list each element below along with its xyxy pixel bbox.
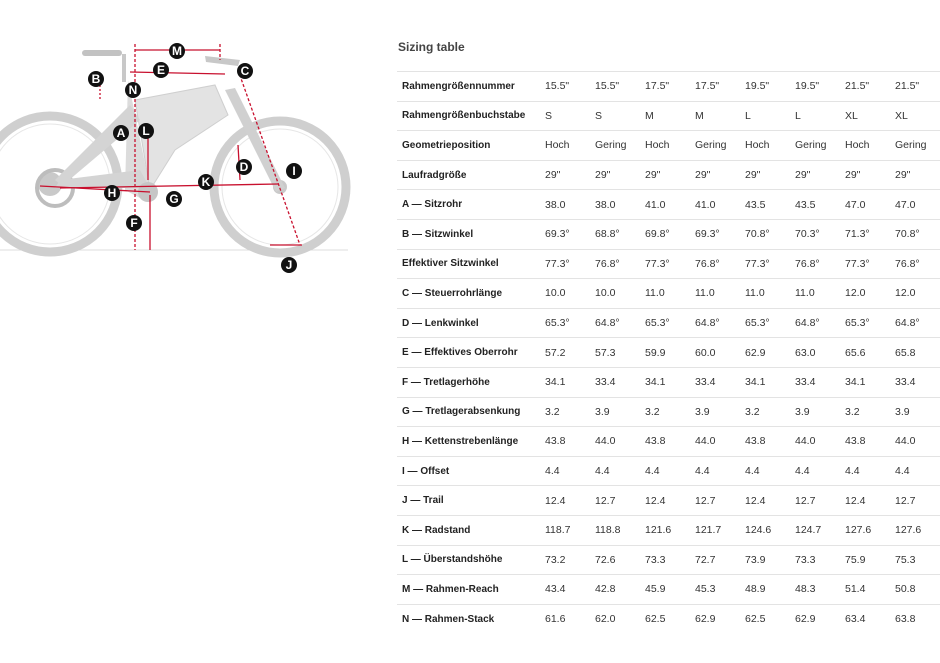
table-cell: 62.0 [595, 613, 616, 626]
table-cell: 59.9 [645, 346, 666, 359]
table-cell: 34.1 [545, 376, 566, 389]
sizing-table [397, 71, 940, 634]
table-cell: 121.7 [695, 524, 722, 537]
table-cell: 65.6 [845, 346, 866, 359]
label-f [126, 215, 142, 231]
svg-text:D: D [239, 160, 249, 174]
table-cell: 11.0 [795, 287, 815, 300]
table-cell: 43.8 [645, 435, 666, 448]
table-cell: M [695, 109, 704, 122]
table-cell: 63.0 [795, 346, 816, 359]
label-j [281, 257, 297, 273]
table-cell: 47.0 [895, 198, 916, 211]
table-cell: 4.4 [745, 465, 760, 478]
label-b [88, 71, 104, 87]
table-cell: 124.7 [795, 524, 822, 537]
table-cell: 64.8° [795, 317, 820, 330]
row-label: I — Offset [402, 465, 450, 477]
row-label: Laufradgröße [402, 169, 467, 181]
table-cell: S [595, 109, 603, 122]
table-cell: 3.2 [845, 405, 860, 418]
table-cell: Gering [595, 139, 627, 152]
table-cell: 12.4 [845, 494, 866, 507]
row-label: Geometrieposition [402, 139, 491, 151]
table-cell: XL [845, 109, 858, 122]
table-cell: 77.3° [745, 257, 770, 270]
table-cell: 43.8 [845, 435, 866, 448]
table-cell: 11.0 [645, 287, 665, 300]
table-cell: L [795, 109, 801, 122]
svg-text:L: L [142, 124, 150, 138]
table-cell: 70.8° [895, 228, 920, 241]
table-cell: 29" [695, 169, 711, 182]
table-cell: 12.7 [595, 494, 616, 507]
table-cell: 62.9 [795, 613, 816, 626]
table-cell: 33.4 [695, 376, 716, 389]
label-e [153, 62, 169, 78]
table-cell: 62.5 [745, 613, 766, 626]
table-cell: 57.2 [545, 346, 566, 359]
table-row [397, 249, 940, 279]
table-cell: 77.3° [845, 257, 870, 270]
table-cell: Hoch [845, 139, 870, 152]
table-cell: 3.2 [545, 405, 560, 418]
table-cell: 41.0 [695, 198, 716, 211]
table-cell: 45.3 [695, 583, 716, 596]
table-cell: 43.8 [545, 435, 566, 448]
table-row [397, 367, 940, 397]
table-cell: 38.0 [595, 198, 616, 211]
table-cell: 4.4 [845, 465, 860, 478]
table-cell: 29" [795, 169, 811, 182]
table-row [397, 279, 940, 309]
table-cell: 76.8° [695, 257, 720, 270]
table-cell: 38.0 [545, 198, 566, 211]
label-g [166, 191, 182, 207]
table-cell: 10.0 [545, 287, 566, 300]
sizing-table-title: Sizing table [398, 40, 465, 54]
table-row [397, 545, 940, 575]
table-cell: 15.5" [595, 80, 620, 93]
table-cell: 17.5" [645, 80, 670, 93]
table-cell: 33.4 [895, 376, 916, 389]
table-cell: 33.4 [795, 376, 816, 389]
table-row [397, 219, 940, 249]
table-cell: XL [895, 109, 908, 122]
svg-text:J: J [285, 258, 293, 272]
row-label: F — Tretlagerhöhe [402, 376, 490, 388]
table-row [397, 131, 940, 161]
table-cell: Gering [795, 139, 827, 152]
table-cell: 62.9 [695, 613, 716, 626]
table-cell: 64.8° [695, 317, 720, 330]
label-i [286, 163, 302, 179]
table-cell: 75.9 [845, 553, 866, 566]
label-c [237, 63, 253, 79]
table-cell: L [745, 109, 751, 122]
table-row [397, 397, 940, 427]
bike-geometry-diagram [0, 30, 360, 280]
table-row [397, 575, 940, 605]
row-label: A — Sitzrohr [402, 199, 463, 211]
table-cell: Gering [695, 139, 727, 152]
table-cell: 72.7 [695, 553, 716, 566]
table-cell: 3.2 [645, 405, 660, 418]
table-cell: 76.8° [895, 257, 920, 270]
table-cell: 44.0 [895, 435, 916, 448]
table-cell: 50.8 [895, 583, 916, 596]
table-cell: 19.5" [745, 80, 770, 93]
table-cell: 63.8 [895, 613, 916, 626]
table-cell: 43.8 [745, 435, 766, 448]
table-cell: 76.8° [795, 257, 820, 270]
row-label: J — Trail [402, 495, 444, 507]
table-cell: 4.4 [895, 465, 910, 478]
table-cell: 57.3 [595, 346, 616, 359]
table-cell: 4.4 [795, 465, 810, 478]
label-m [169, 43, 185, 59]
table-cell: 44.0 [795, 435, 816, 448]
table-row [397, 308, 940, 338]
row-label: G — Tretlagerabsenkung [402, 406, 521, 418]
table-cell: 51.4 [845, 583, 866, 596]
table-cell: 69.3° [545, 228, 570, 241]
table-row [397, 427, 940, 457]
table-cell: 3.9 [795, 405, 810, 418]
svg-text:A: A [116, 126, 126, 140]
table-cell: 71.3° [845, 228, 870, 241]
table-cell: 11.0 [745, 287, 765, 300]
table-row [397, 604, 940, 634]
table-cell: 75.3 [895, 553, 916, 566]
svg-text:H: H [107, 186, 117, 200]
table-cell: 17.5" [695, 80, 720, 93]
table-row [397, 515, 940, 545]
table-cell: 12.4 [545, 494, 566, 507]
table-cell: 45.9 [645, 583, 666, 596]
table-cell: 70.8° [745, 228, 770, 241]
table-cell: 41.0 [645, 198, 666, 211]
svg-text:K: K [201, 175, 211, 189]
table-cell: 34.1 [845, 376, 866, 389]
table-cell: 12.4 [745, 494, 766, 507]
table-cell: Hoch [545, 139, 570, 152]
table-cell: 34.1 [745, 376, 766, 389]
table-cell: 118.8 [595, 524, 621, 537]
table-cell: 34.1 [645, 376, 666, 389]
table-cell: 12.4 [645, 494, 666, 507]
table-cell: 12.7 [695, 494, 716, 507]
table-cell: 29" [545, 169, 561, 182]
table-cell: 42.8 [595, 583, 616, 596]
table-cell: 73.2 [545, 553, 566, 566]
table-cell: 76.8° [595, 257, 620, 270]
table-cell: 4.4 [695, 465, 710, 478]
table-cell: 43.4 [545, 583, 566, 596]
table-cell: 11.0 [695, 287, 715, 300]
table-cell: 118.7 [545, 524, 571, 537]
table-cell: 48.9 [745, 583, 766, 596]
table-cell: 33.4 [595, 376, 616, 389]
label-a [113, 125, 129, 141]
table-cell: 65.3° [745, 317, 770, 330]
table-cell: 4.4 [595, 465, 610, 478]
svg-text:N: N [128, 83, 138, 97]
table-cell: 43.5 [745, 198, 766, 211]
table-cell: 44.0 [595, 435, 616, 448]
svg-text:C: C [240, 64, 250, 78]
row-label: B — Sitzwinkel [402, 228, 474, 240]
table-cell: 68.8° [595, 228, 620, 241]
table-cell: 29" [645, 169, 661, 182]
table-cell: 3.9 [895, 405, 910, 418]
svg-text:B: B [91, 72, 101, 86]
table-cell: 19.5" [795, 80, 820, 93]
table-row [397, 486, 940, 516]
table-cell: 43.5 [795, 198, 816, 211]
table-cell: 10.0 [595, 287, 616, 300]
label-h [104, 185, 120, 201]
row-label: K — Radstand [402, 524, 471, 536]
table-cell: 48.3 [795, 583, 816, 596]
row-label: N — Rahmen-Stack [402, 613, 495, 625]
table-cell: 72.6 [595, 553, 616, 566]
table-cell: Hoch [745, 139, 770, 152]
table-cell: 21.5" [845, 80, 870, 93]
table-cell: 121.6 [645, 524, 672, 537]
row-label: H — Kettenstrebenlänge [402, 435, 519, 447]
table-cell: 12.7 [795, 494, 816, 507]
table-cell: 4.4 [645, 465, 660, 478]
table-cell: 73.3 [795, 553, 816, 566]
table-cell: Gering [895, 139, 927, 152]
table-cell: 29" [745, 169, 761, 182]
table-cell: 124.6 [745, 524, 772, 537]
table-cell: 127.6 [895, 524, 922, 537]
row-label: L — Überstandshöhe [402, 554, 503, 566]
table-cell: S [545, 109, 553, 122]
label-k [198, 174, 214, 190]
label-l [138, 123, 154, 139]
table-cell: 15.5" [545, 80, 570, 93]
row-label: C — Steuerrohrlänge [402, 287, 503, 299]
table-cell: 73.9 [745, 553, 766, 566]
table-cell: 4.4 [545, 465, 560, 478]
table-cell: 65.8 [895, 346, 916, 359]
table-cell: 21.5" [895, 80, 920, 93]
table-cell: 62.9 [745, 346, 766, 359]
svg-text:I: I [292, 164, 296, 178]
row-label: Effektiver Sitzwinkel [402, 258, 499, 270]
table-row [397, 72, 940, 102]
table-cell: 65.3° [645, 317, 670, 330]
svg-text:F: F [130, 216, 138, 230]
table-cell: 70.3° [795, 228, 820, 241]
table-cell: 12.0 [895, 287, 916, 300]
row-label: D — Lenkwinkel [402, 317, 479, 329]
table-row [397, 338, 940, 368]
table-row [397, 456, 940, 486]
table-cell: 3.9 [595, 405, 610, 418]
svg-text:G: G [169, 192, 179, 206]
table-cell: 47.0 [845, 198, 866, 211]
table-cell: 3.2 [745, 405, 760, 418]
table-cell: M [645, 109, 654, 122]
table-cell: 29" [595, 169, 611, 182]
table-cell: 127.6 [845, 524, 872, 537]
svg-text:M: M [172, 44, 182, 58]
table-row [397, 160, 940, 190]
table-cell: 63.4 [845, 613, 866, 626]
table-cell: 64.8° [895, 317, 920, 330]
table-cell: 3.9 [695, 405, 710, 418]
table-cell: 29" [895, 169, 911, 182]
table-cell: 64.8° [595, 317, 620, 330]
table-cell: 62.5 [645, 613, 666, 626]
svg-text:E: E [156, 63, 166, 77]
label-d [236, 159, 252, 175]
row-label: Rahmengrößenbuchstabe [402, 110, 526, 122]
table-cell: 65.3° [845, 317, 870, 330]
table-cell: 60.0 [695, 346, 716, 359]
table-row [397, 101, 940, 131]
table-cell: 29" [845, 169, 861, 182]
table-cell: 69.8° [645, 228, 670, 241]
label-n [125, 82, 141, 98]
table-cell: 12.7 [895, 494, 916, 507]
table-cell: 73.3 [645, 553, 666, 566]
table-row [397, 190, 940, 220]
table-cell: 65.3° [545, 317, 570, 330]
table-cell: 12.0 [845, 287, 866, 300]
row-label: E — Effektives Oberrohr [402, 347, 518, 359]
table-cell: 77.3° [545, 257, 570, 270]
row-label: Rahmengrößennummer [402, 80, 515, 92]
table-cell: Hoch [645, 139, 670, 152]
table-cell: 44.0 [695, 435, 716, 448]
table-cell: 69.3° [695, 228, 720, 241]
sizing-table-section [397, 40, 940, 634]
row-label: M — Rahmen-Reach [402, 583, 499, 595]
table-cell: 61.6 [545, 613, 566, 626]
table-cell: 77.3° [645, 257, 670, 270]
